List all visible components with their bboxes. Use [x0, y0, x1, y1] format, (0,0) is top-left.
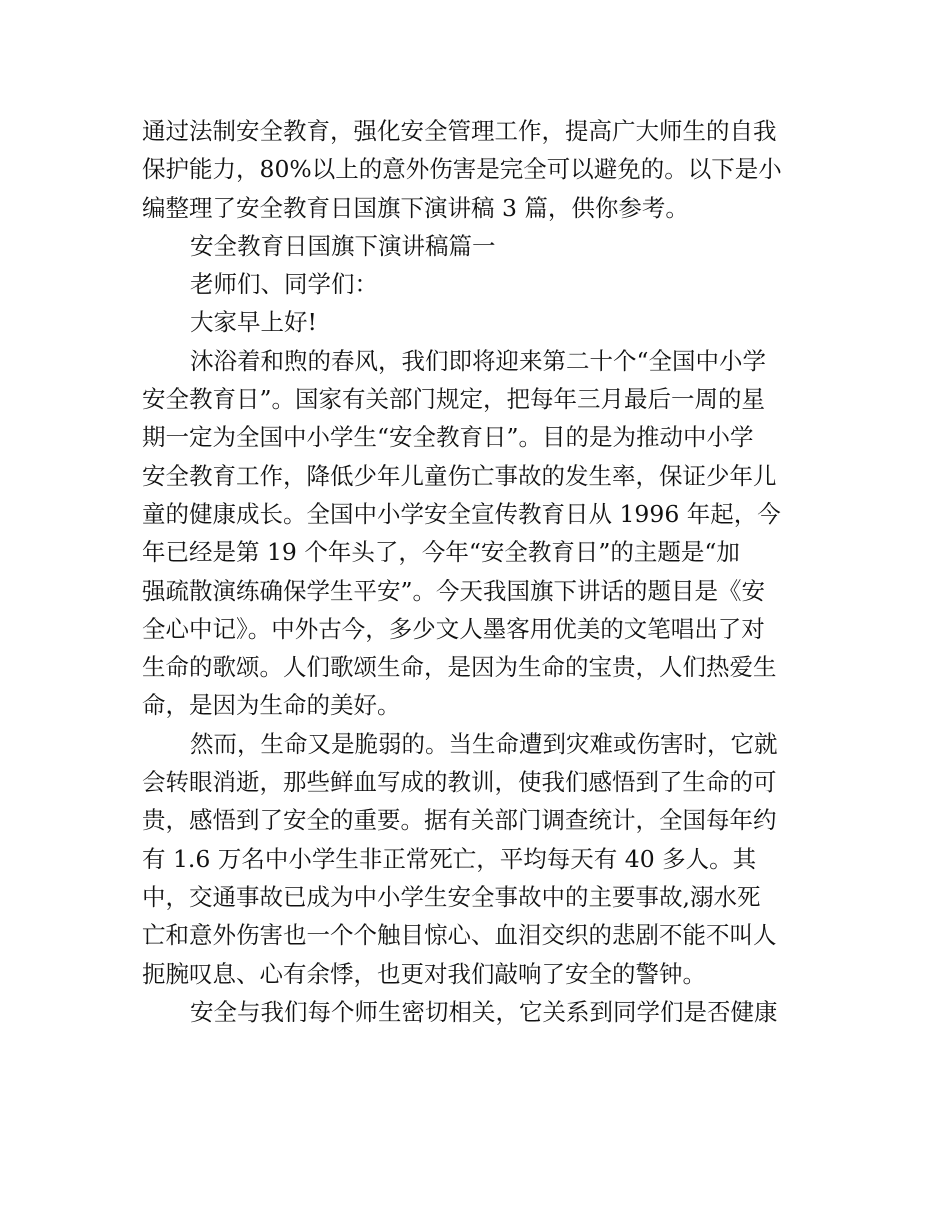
- document-page: [142, 112, 812, 1031]
- text-line: 中，交通事故已成为中小学生安全事故中的主要事故,溺水死: [142, 882, 761, 911]
- text-line: 保护能力，80%以上的意外伤害是完全可以避免的。以下是小: [142, 155, 782, 184]
- text-line: 会转眼消逝，那些鲜血写成的教训，使我们感悟到了生命的可: [142, 768, 777, 797]
- salutation: 老师们、同学们：: [190, 270, 378, 299]
- greeting: 大家早上好!: [190, 308, 317, 337]
- text-line: 亡和意外伤害也一个个触目惊心、血泪交织的悲剧不能不叫人: [142, 921, 777, 950]
- document-body: [142, 112, 812, 1031]
- text-line: 期一定为全国中小学生“安全教育日”。目的是为推动中小学: [142, 423, 754, 452]
- text-line: 有 1.6 万名中小学生非正常死亡，平均每天有 40 多人。其: [142, 844, 757, 873]
- text-line: 扼腕叹息、心有余悸，也更对我们敲响了安全的警钟。: [142, 959, 706, 988]
- text-line: 强疏散演练确保学生平安”。今天我国旗下讲话的题目是《安: [142, 576, 766, 605]
- text-line: 年已经是第 19 个年头了，今年“安全教育日”的主题是“加: [142, 538, 740, 567]
- text-line: 安全教育工作，降低少年儿童伤亡事故的发生率，保证少年儿: [142, 461, 777, 490]
- text-line: 生命的歌颂。人们歌颂生命，是因为生命的宝贵，人们热爱生: [142, 653, 777, 682]
- text-line: 安全与我们每个师生密切相关，它关系到同学们是否健康: [190, 997, 778, 1026]
- text-line: 童的健康成长。全国中小学安全宣传教育日从 1996 年起，今: [142, 499, 781, 528]
- text-line: 然而，生命又是脆弱的。当生命遭到灾难或伤害时，它就: [190, 729, 778, 758]
- speech-title: 安全教育日国旗下演讲稿篇一: [190, 231, 496, 260]
- text-line: 通过法制安全教育，强化安全管理工作，提高广大师生的自我: [142, 117, 777, 145]
- text-line: 沐浴着和煦的春风，我们即将迎来第二十个“全国中小学: [190, 346, 767, 375]
- text-line: 安全教育日”。国家有关部门规定，把每年三月最后一周的星: [142, 385, 766, 414]
- text-line: 贵，感悟到了安全的重要。据有关部门调查统计，全国每年约: [142, 806, 777, 835]
- text-line: 全心中记》。中外古今，多少文人墨客用优美的文笔唱出了对: [142, 614, 765, 643]
- text-line: 编整理了安全教育日国旗下演讲稿 3 篇，供你参考。: [142, 193, 689, 222]
- text-line: 命，是因为生命的美好。: [142, 691, 401, 720]
